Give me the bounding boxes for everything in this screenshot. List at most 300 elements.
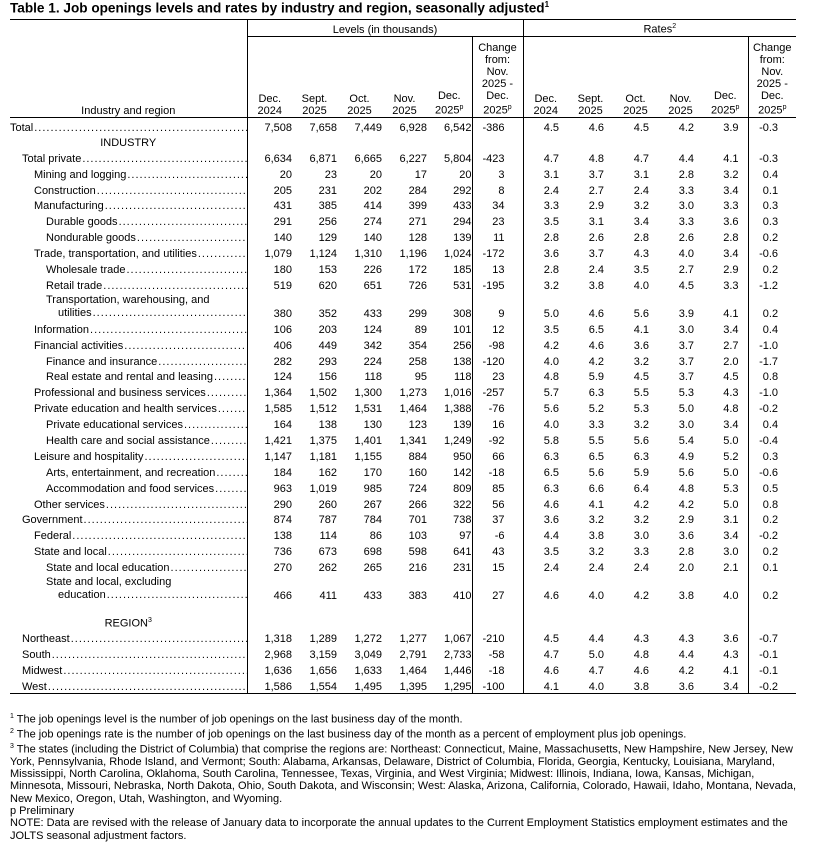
table-row <box>10 244 796 260</box>
level-cell: 172 <box>408 264 427 277</box>
rate-cell: 3.1 <box>633 168 649 181</box>
rate-cell: 4.8 <box>678 482 694 495</box>
level-cell: 226 <box>363 264 382 277</box>
level-cell: 874 <box>273 514 292 527</box>
rate-cell: -0.1 <box>748 645 796 661</box>
rate-cell: 4.2 <box>678 121 694 134</box>
rate-cell: 5.3 <box>723 482 739 495</box>
revision-note: NOTE: Data are revised with the release of January data to incorporate the annual updates to the Current Employment Statistics employment estimates and the JOLTS seasonal adjustment factors. <box>10 817 788 842</box>
rate-cell: 4.4 <box>588 633 604 646</box>
rate-cell: 4.7 <box>523 645 568 661</box>
preliminary-note: p Preliminary <box>10 805 75 818</box>
rate-cell: 5.6 <box>678 466 694 479</box>
rate-cell: 6.5 <box>523 463 568 479</box>
level-cell: 17 <box>414 168 427 181</box>
level-cell: 262 <box>318 562 337 575</box>
level-cell: -195 <box>472 276 523 292</box>
level-cell: 291 <box>273 216 292 229</box>
level-cell: 270 <box>273 562 292 575</box>
row-label: Federal ..... <box>10 526 247 542</box>
rate-cell: -1.0 <box>748 336 796 352</box>
row-label: Information ..... <box>10 320 247 336</box>
level-cell: 23 <box>324 168 337 181</box>
rate-cell: 4.4 <box>523 526 568 542</box>
rate-cell: 0.3 <box>748 447 796 463</box>
table-title: Table 1. Job openings levels and rates by industry and region, seasonally adjusted$^1$ <box>10 0 550 16</box>
level-cell: 1,016 <box>443 387 472 400</box>
rate-cell: 3.0 <box>678 323 694 336</box>
rate-cell: 2.4 <box>633 184 649 197</box>
rate-cell: 3.6 <box>633 339 649 352</box>
rate-cell: 4.2 <box>633 498 649 511</box>
level-cell: 162 <box>318 466 337 479</box>
footnotes <box>10 711 800 842</box>
level-cell: -386 <box>472 118 523 134</box>
table-row <box>10 574 796 602</box>
level-cell: 1,181 <box>309 450 337 463</box>
level-cell: 1,310 <box>354 248 382 261</box>
row-label: Accommodation and food services ..... <box>10 479 247 495</box>
level-cell: 724 <box>408 482 427 495</box>
row-label: Professional and business services ..... <box>10 383 247 399</box>
level-cell: 95 <box>414 371 427 384</box>
level-cell: 433 <box>363 307 382 320</box>
rate-cell: 3.3 <box>523 197 568 213</box>
level-cell: 433 <box>363 590 382 603</box>
rate-cell: 4.0 <box>523 352 568 368</box>
rate-cell: 3.0 <box>678 200 694 213</box>
level-cell: 1,024 <box>443 248 472 261</box>
rate-cell: 4.7 <box>633 152 649 165</box>
level-cell: 258 <box>408 355 427 368</box>
row-label: Private educational services ..... <box>10 415 247 431</box>
rate-cell: 0.3 <box>748 212 796 228</box>
col-header: Change from: Nov. 2025 - Dec. 2025$^p$ <box>472 37 523 118</box>
row-label: Other services ..... <box>10 495 247 511</box>
level-cell: -18 <box>472 661 523 677</box>
rate-cell: 0.8 <box>748 495 796 511</box>
rate-cell: -0.6 <box>748 463 796 479</box>
level-cell: 292 <box>453 184 472 197</box>
level-cell: 2,791 <box>399 648 427 661</box>
rate-cell: 5.7 <box>523 383 568 399</box>
level-cell: 97 <box>459 530 472 543</box>
level-cell: 1,300 <box>354 387 382 400</box>
level-cell: 128 <box>408 232 427 245</box>
rate-cell: 4.2 <box>523 336 568 352</box>
level-cell: 466 <box>273 590 292 603</box>
rate-cell: -0.7 <box>748 629 796 645</box>
level-cell: 16 <box>472 415 523 431</box>
rate-cell: 6.5 <box>588 450 604 463</box>
level-cell: 784 <box>363 514 382 527</box>
level-cell: 1,155 <box>354 450 382 463</box>
level-cell: 185 <box>453 264 472 277</box>
level-cell: 3,049 <box>354 648 382 661</box>
row-label: Private education and health services ..... <box>10 399 247 415</box>
rate-cell: 2.8 <box>633 232 649 245</box>
rate-cell: 3.6 <box>723 633 739 646</box>
rate-cell: 3.8 <box>678 590 694 603</box>
rate-cell: 6.3 <box>633 450 649 463</box>
rate-cell: 2.4 <box>633 562 649 575</box>
rate-cell: 0.2 <box>748 292 796 320</box>
level-cell: 290 <box>273 498 292 511</box>
rate-cell: 6.3 <box>523 479 568 495</box>
rate-cell: 4.3 <box>633 633 649 646</box>
rate-cell: 3.2 <box>633 355 649 368</box>
level-cell: 23 <box>472 212 523 228</box>
level-cell: 7,449 <box>354 121 382 134</box>
level-cell: 1,512 <box>309 403 337 416</box>
rate-cell: 0.3 <box>748 197 796 213</box>
rate-cell: 3.0 <box>723 546 739 559</box>
level-cell: 267 <box>363 498 382 511</box>
rate-cell: 3.3 <box>678 184 694 197</box>
level-cell: 354 <box>408 339 427 352</box>
level-cell: 20 <box>459 168 472 181</box>
rate-cell: 0.1 <box>748 181 796 197</box>
level-cell: 385 <box>318 200 337 213</box>
level-cell: 3 <box>472 165 523 181</box>
rate-cell: 4.7 <box>523 149 568 165</box>
rate-cell: 4.5 <box>633 371 649 384</box>
rate-cell: -1.7 <box>748 352 796 368</box>
rate-cell: 3.2 <box>523 276 568 292</box>
col-header: Change from: Nov. 2025 - Dec. 2025$^p$ <box>748 37 796 118</box>
level-cell: 103 <box>408 530 427 543</box>
level-cell: 140 <box>363 232 382 245</box>
level-cell: 1,273 <box>399 387 427 400</box>
rate-cell: 5.9 <box>633 466 649 479</box>
level-cell: 673 <box>318 546 337 559</box>
row-label: Durable goods ..... <box>10 212 247 228</box>
level-cell: 1,079 <box>264 248 292 261</box>
rate-cell: 3.0 <box>678 419 694 432</box>
level-cell: 531 <box>453 279 472 292</box>
rate-cell: 4.5 <box>633 121 649 134</box>
row-label: Midwest ..... <box>10 661 247 677</box>
rate-cell: 2.1 <box>723 562 739 575</box>
row-label: Financial activities ..... <box>10 336 247 352</box>
level-cell: -18 <box>472 463 523 479</box>
rate-cell: 4.8 <box>588 152 604 165</box>
col-header: Dec. 2025$^p$ <box>703 37 748 118</box>
level-cell: 129 <box>318 232 337 245</box>
rate-cell: 2.6 <box>588 232 604 245</box>
footnote-1: $^1$ The job openings level is the number of job openings on the last business day of the month. <box>10 713 463 726</box>
rate-cell: -0.2 <box>748 399 796 415</box>
rate-cell: 6.6 <box>588 482 604 495</box>
rate-cell: 4.6 <box>588 307 604 320</box>
rate-cell: 3.3 <box>678 216 694 229</box>
level-cell: 164 <box>273 419 292 432</box>
level-cell: 142 <box>453 466 472 479</box>
level-cell: 265 <box>363 562 382 575</box>
rate-cell: 2.8 <box>678 168 694 181</box>
level-cell: 256 <box>318 216 337 229</box>
rate-cell: 3.2 <box>588 546 604 559</box>
table-row <box>10 463 796 479</box>
level-cell: 1,531 <box>354 403 382 416</box>
level-cell: 2,968 <box>264 648 292 661</box>
col-header: Dec. 2024 <box>247 37 292 118</box>
level-cell: 1,421 <box>264 435 292 448</box>
row-label: Leisure and hospitality ..... <box>10 447 247 463</box>
level-cell: 139 <box>453 232 472 245</box>
level-cell: 130 <box>363 419 382 432</box>
rate-cell: 0.4 <box>748 320 796 336</box>
rate-cell: 5.8 <box>523 431 568 447</box>
rate-cell: 3.2 <box>723 168 739 181</box>
level-cell: 114 <box>319 530 337 543</box>
level-cell: -423 <box>472 149 523 165</box>
rate-cell: 3.5 <box>633 264 649 277</box>
level-cell: 6,227 <box>399 152 427 165</box>
stub-header: Industry and region <box>10 20 247 118</box>
rate-cell: 3.7 <box>678 355 694 368</box>
level-cell: 20 <box>369 168 382 181</box>
rate-cell: 0.8 <box>748 368 796 384</box>
level-cell: 1,341 <box>399 435 427 448</box>
row-label: Real estate and rental and leasing ..... <box>10 368 247 384</box>
row-label: Total ..... <box>10 118 247 134</box>
rate-cell: 4.8 <box>633 648 649 661</box>
table-row <box>10 526 796 542</box>
rate-cell: 3.7 <box>588 168 604 181</box>
rate-cell: 2.9 <box>588 200 604 213</box>
level-cell: 294 <box>453 216 472 229</box>
rate-cell: 2.6 <box>678 232 694 245</box>
level-cell: 5,804 <box>443 152 472 165</box>
level-cell: 101 <box>453 323 472 336</box>
level-cell: 118 <box>453 371 472 384</box>
rate-cell: 3.7 <box>678 339 694 352</box>
table-row <box>10 228 796 244</box>
rate-cell: 5.6 <box>588 466 604 479</box>
rate-cell: 4.2 <box>678 498 694 511</box>
row-label: State and local education ..... <box>10 558 247 574</box>
rate-cell: 5.3 <box>633 403 649 416</box>
level-cell: 23 <box>472 368 523 384</box>
level-cell: 34 <box>472 197 523 213</box>
rate-cell: 4.6 <box>523 574 568 602</box>
level-cell: 1,318 <box>264 633 292 646</box>
table-row <box>10 336 796 352</box>
rate-cell: 5.0 <box>588 648 604 661</box>
rate-cell: -0.2 <box>748 677 796 693</box>
level-cell: 224 <box>363 355 382 368</box>
level-cell: 89 <box>414 323 427 336</box>
level-cell: 411 <box>319 590 337 603</box>
level-cell: 8 <box>472 181 523 197</box>
level-cell: 322 <box>453 498 472 511</box>
col-header: Dec. 2024 <box>523 37 568 118</box>
rate-cell: 4.0 <box>678 248 694 261</box>
level-cell: 1,401 <box>354 435 382 448</box>
level-cell: 809 <box>453 482 472 495</box>
level-cell: 85 <box>472 479 523 495</box>
table-row <box>10 292 796 320</box>
level-cell: 1,249 <box>443 435 472 448</box>
rate-cell: 3.5 <box>523 542 568 558</box>
row-label: Total private ..... <box>10 149 247 165</box>
col-header: Dec. 2025$^p$ <box>427 37 472 118</box>
rate-cell: 4.4 <box>678 152 694 165</box>
row-label: State and local, excluding education ..... <box>10 574 247 602</box>
level-cell: 86 <box>369 530 382 543</box>
rate-cell: 4.5 <box>678 279 694 292</box>
rate-cell: 0.2 <box>748 511 796 527</box>
level-cell: 11 <box>472 228 523 244</box>
level-cell: 43 <box>472 542 523 558</box>
level-cell: 284 <box>408 184 427 197</box>
level-cell: 410 <box>453 590 472 603</box>
rate-cell: 4.1 <box>523 677 568 693</box>
level-cell: -6 <box>472 526 523 542</box>
rate-cell: 2.4 <box>523 181 568 197</box>
rate-cell: 4.3 <box>633 248 649 261</box>
rate-cell: 4.8 <box>523 368 568 384</box>
rate-cell: 4.6 <box>633 664 649 677</box>
row-label: Government ..... <box>10 511 247 527</box>
level-cell: 216 <box>408 562 427 575</box>
rate-cell: -0.1 <box>748 661 796 677</box>
rate-cell: 4.8 <box>723 403 739 416</box>
rate-cell: 2.7 <box>678 264 694 277</box>
level-cell: 274 <box>363 216 382 229</box>
rate-cell: 4.6 <box>523 661 568 677</box>
rate-cell: 3.5 <box>523 212 568 228</box>
rate-cell: 5.5 <box>588 435 604 448</box>
rate-cell: 4.2 <box>588 355 604 368</box>
level-cell: 950 <box>453 450 472 463</box>
rate-cell: 2.8 <box>523 260 568 276</box>
level-cell: 138 <box>453 355 472 368</box>
rates-group-header: Rates$^2$ <box>523 20 796 37</box>
level-cell: 37 <box>472 511 523 527</box>
rate-cell: 3.4 <box>723 419 739 432</box>
level-cell: 787 <box>318 514 337 527</box>
level-cell: 138 <box>318 419 337 432</box>
rate-cell: 3.2 <box>633 200 649 213</box>
level-cell: 7,658 <box>309 121 337 134</box>
level-cell: 9 <box>472 292 523 320</box>
rate-cell: 3.3 <box>588 419 604 432</box>
level-cell: 202 <box>363 184 382 197</box>
rate-cell: 5.0 <box>723 498 739 511</box>
level-cell: 6,665 <box>354 152 382 165</box>
rate-cell: 4.5 <box>723 371 739 384</box>
rate-cell: 0.2 <box>748 574 796 602</box>
rate-cell: 3.8 <box>588 279 604 292</box>
row-label: Trade, transportation, and utilities ..... <box>10 244 247 260</box>
level-cell: 1,446 <box>443 664 472 677</box>
row-label: Arts, entertainment, and recreation ..... <box>10 463 247 479</box>
level-cell: 138 <box>273 530 292 543</box>
rate-cell: 4.6 <box>588 121 604 134</box>
table-row <box>10 212 796 228</box>
level-cell: 6,634 <box>264 152 292 165</box>
table-row <box>10 368 796 384</box>
level-cell: 701 <box>408 514 427 527</box>
level-cell: 1,464 <box>399 664 427 677</box>
table-row <box>10 415 796 431</box>
rate-cell: 4.1 <box>723 664 739 677</box>
rate-cell: 3.7 <box>588 248 604 261</box>
rate-cell: 3.0 <box>633 530 649 543</box>
level-cell: 736 <box>273 546 292 559</box>
rate-cell: 3.9 <box>723 121 739 134</box>
rate-cell: 3.8 <box>613 677 658 693</box>
table-row <box>10 276 796 292</box>
level-cell: 184 <box>273 466 292 479</box>
level-cell: 884 <box>408 450 427 463</box>
level-cell: 399 <box>408 200 427 213</box>
rate-cell: 4.3 <box>723 648 739 661</box>
rate-cell: 3.1 <box>588 216 604 229</box>
row-label: South ..... <box>10 645 247 661</box>
level-cell: 106 <box>273 323 292 336</box>
rate-cell: 2.8 <box>723 232 739 245</box>
rate-cell: 3.3 <box>723 279 739 292</box>
level-cell: 170 <box>363 466 382 479</box>
rate-cell: 2.4 <box>588 562 604 575</box>
level-cell: 231 <box>318 184 337 197</box>
table-row <box>10 197 796 213</box>
level-cell: 153 <box>318 264 337 277</box>
level-cell: 205 <box>273 184 292 197</box>
rate-cell: 3.4 <box>703 677 748 693</box>
rate-cell: -0.4 <box>748 431 796 447</box>
level-cell: 1,656 <box>309 664 337 677</box>
row-label: Health care and social assistance ..... <box>10 431 247 447</box>
rate-cell: 2.4 <box>523 558 568 574</box>
table-row <box>10 558 796 574</box>
level-cell: 180 <box>273 264 292 277</box>
level-cell: 598 <box>408 546 427 559</box>
rate-cell: 2.7 <box>588 184 604 197</box>
rate-cell: -0.3 <box>748 149 796 165</box>
level-cell: -100 <box>472 677 523 693</box>
rate-cell: 4.5 <box>523 118 568 134</box>
rate-cell: 4.4 <box>678 648 694 661</box>
table-row <box>10 352 796 368</box>
rate-cell: 3.4 <box>723 248 739 261</box>
rate-cell: -1.2 <box>748 276 796 292</box>
rate-cell: 3.7 <box>678 371 694 384</box>
table-row <box>10 661 796 677</box>
level-cell: 414 <box>363 200 382 213</box>
level-cell: 963 <box>273 482 292 495</box>
level-cell: 308 <box>453 307 472 320</box>
table-row <box>10 165 796 181</box>
level-cell: 13 <box>472 260 523 276</box>
level-cell: 231 <box>453 562 472 575</box>
row-label: Mining and logging ..... <box>10 165 247 181</box>
level-cell: 1,272 <box>354 633 382 646</box>
rate-cell: 4.2 <box>633 590 649 603</box>
level-cell: 299 <box>408 307 427 320</box>
table-row <box>10 677 796 693</box>
rate-cell: 3.3 <box>633 546 649 559</box>
rate-cell: 5.0 <box>523 292 568 320</box>
rate-cell: 4.3 <box>723 387 739 400</box>
level-cell: 1,502 <box>309 387 337 400</box>
level-cell: 380 <box>273 307 292 320</box>
level-cell: 726 <box>408 279 427 292</box>
level-cell: 271 <box>408 216 427 229</box>
